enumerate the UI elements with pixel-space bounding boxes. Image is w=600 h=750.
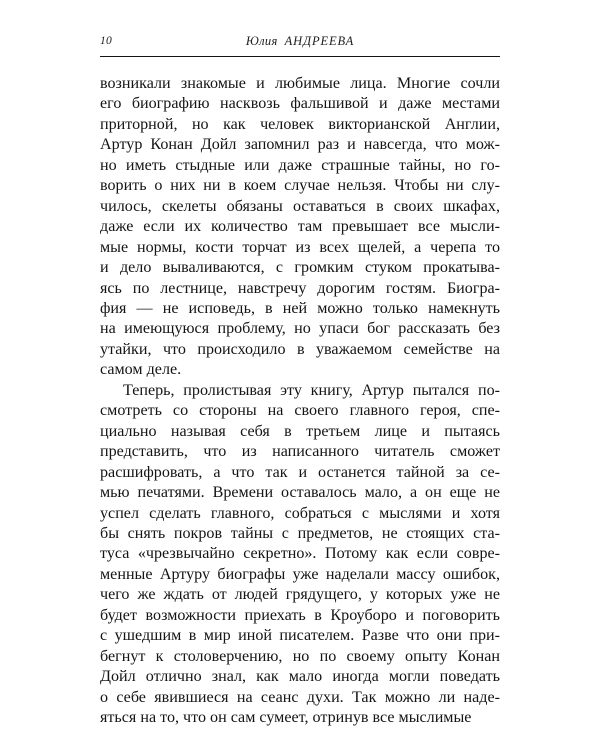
text-line: фия — не исповедь, в ней можно только намекнуть	[100, 299, 500, 317]
text-line: бегнут к столоверчению, но по своему опыту Конан	[100, 647, 500, 665]
paragraph-teper	[100, 381, 500, 729]
running-head-title	[100, 33, 500, 49]
text-line: утайки, что происходило в уважаемом семействе на	[100, 340, 500, 358]
text-line: смотреть со стороны на своего главного героя, спе-	[100, 402, 500, 420]
text-line: приторной, но как человек викторианской Англии,	[100, 115, 500, 133]
text-line: менные Артуру биографы уже наделали массу ошибок,	[100, 565, 500, 583]
text-line: с ушедшим в мир иной писателем. Разве что они при-	[100, 627, 500, 645]
text-line: будет возможности приехать в Кроуборо и поговорить	[100, 606, 500, 624]
text-line: даже если их количество там превышает все мысли-	[100, 218, 500, 236]
text-line: но иметь стыдные или даже страшные тайны, но го-	[100, 156, 500, 174]
text-line: чего же ждать от людей грядущего, у которых уже не	[100, 586, 500, 604]
text-line: циально называя себя в третьем лице и пытаясь	[100, 422, 500, 440]
text-line: Дойл отлично знал, как мало иногда могли поведать	[100, 668, 500, 686]
author-given-name: Юлия	[245, 34, 278, 48]
text-line: самом деле.	[100, 361, 182, 379]
text-line: о себе явившиеся на сеанс духи. Так можно ли наде-	[100, 688, 500, 706]
text-line: Теперь, пролистывая эту книгу, Артур пытался по-	[123, 381, 500, 399]
paragraph-continued	[100, 74, 500, 381]
text-line: на имеющуюся проблему, но упаси бог рассказать без	[100, 320, 500, 338]
text-line: яться на то, что он сам сумеет, отринув все мыслимые	[100, 709, 472, 727]
text-line: бы снять покров тайны с предметов, не стоящих ста-	[100, 524, 500, 542]
body-text-column	[100, 74, 500, 729]
text-line: туса «чрезвычайно секретно». Потому как если совре-	[100, 545, 500, 563]
header-rule	[100, 56, 500, 57]
text-line: Артур Конан Дойл запомнил раз и навсегда, что мож-	[100, 136, 500, 154]
page-number: 10	[100, 35, 112, 47]
text-line: ворить о них ни в коем случае нельзя. Чтобы ни слу-	[100, 177, 500, 195]
text-line: чилось, скелеты обязаны оставаться в своих шкафах,	[100, 197, 500, 215]
text-line: мые нормы, кости торчат из всех щелей, а черепа то	[100, 238, 500, 256]
text-line: представить, что из написанного читатель сможет	[100, 443, 500, 461]
author-surname: АНДРЕЕВА	[284, 34, 355, 48]
text-line: расшифровать, а что так и останется тайной за се-	[100, 463, 500, 481]
text-line: мью печатями. Времени оставалось мало, а он еще не	[100, 484, 500, 502]
text-line: и дело вываливаются, с громким стуком прокатыва-	[100, 259, 500, 277]
text-line: возникали знакомые и любимые лица. Многие сочли	[100, 75, 500, 92]
text-line: ясь по лестнице, навстречу дорогим гостям. Биогра-	[100, 279, 500, 297]
text-line: успел сделать главного, собраться с мыслями и хотя	[100, 504, 500, 522]
text-line: его биографию насквозь фальшивой и даже местами	[100, 95, 500, 113]
running-head	[100, 33, 500, 53]
